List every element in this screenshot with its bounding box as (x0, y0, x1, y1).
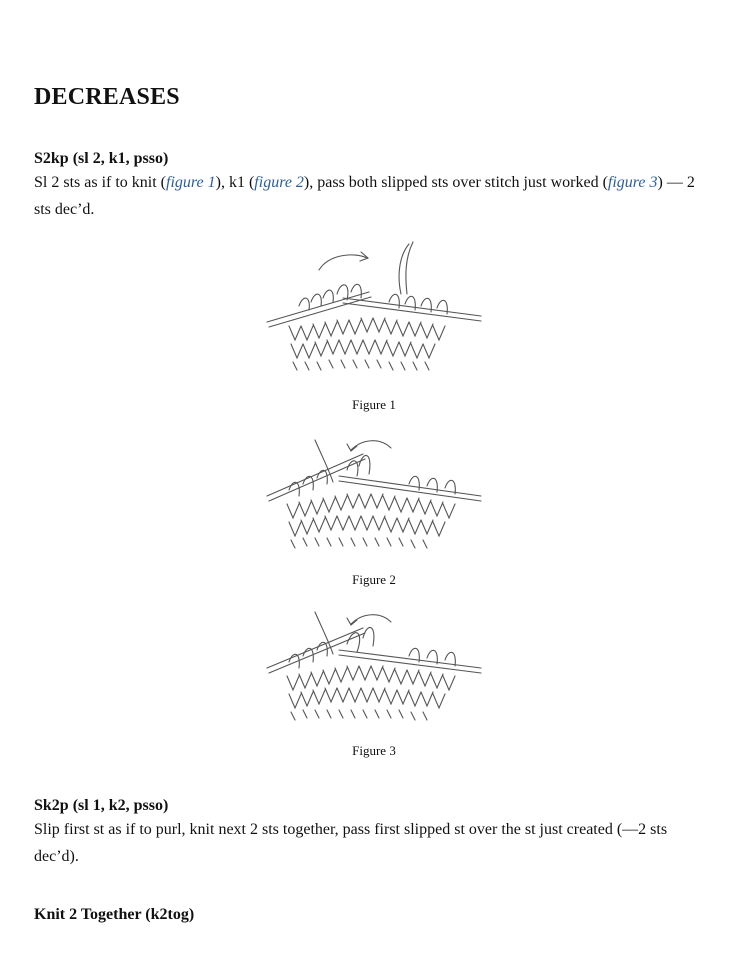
figure-3-caption: Figure 3 (352, 743, 396, 758)
page-title: DECREASES (34, 84, 180, 110)
knitting-needles-pass-over-illustration (259, 606, 489, 726)
knitting-needles-knit-one-illustration (259, 434, 489, 554)
k2tog-heading: Knit 2 Together (k2tog) (34, 906, 195, 923)
figure-1-caption: Figure 1 (352, 397, 396, 412)
s2kp-text-4: ) — 2 sts dec’d. (34, 174, 695, 218)
figure-3-illustration (34, 606, 714, 726)
s2kp-text-1: Sl 2 sts as if to knit ( (34, 174, 167, 191)
figure-2-illustration (34, 434, 714, 554)
figure-1-illustration (34, 236, 714, 378)
figure-2-link[interactable]: figure 2 (254, 174, 304, 191)
figure-1-link[interactable]: figure 1 (166, 174, 216, 191)
s2kp-heading: S2kp (sl 2, k1, psso) (34, 150, 169, 167)
s2kp-text-3: ), pass both slipped sts over stitch just worked ( (303, 174, 608, 191)
knitting-needles-slip-two-illustration (259, 236, 489, 378)
figure-2-caption: Figure 2 (352, 572, 396, 587)
sk2p-instructions: Slip first st as if to purl, knit next 2 sts together, pass first slipped st over the st just created (—2 sts dec’d). (34, 821, 668, 865)
sk2p-heading: Sk2p (sl 1, k2, psso) (34, 797, 169, 814)
figure-3-link[interactable]: figure 3 (607, 174, 658, 191)
s2kp-text-2: ), k1 ( (215, 174, 255, 191)
s2kp-instructions (34, 169, 714, 223)
